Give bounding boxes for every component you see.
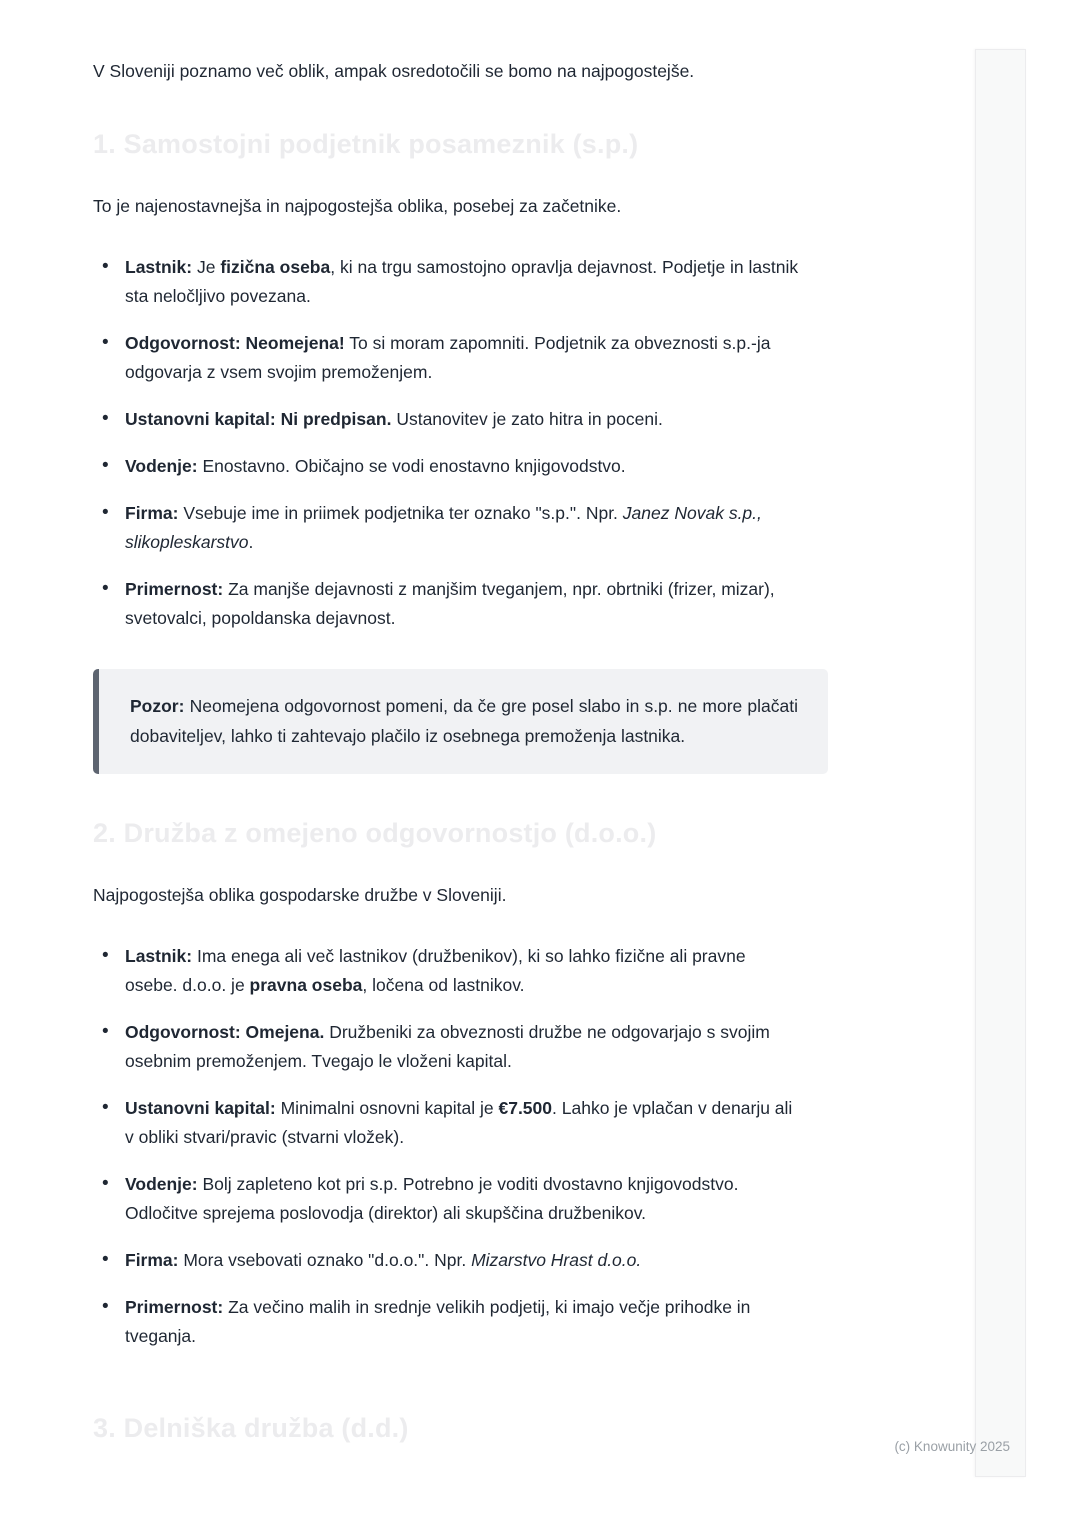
list-item-text: Ustanovni kapital: Minimalni osnovni kapital je €7.500. Lahko je vplačan v denarju ali v obliki stvari/pravic (stvarni vložek). [125,1098,793,1147]
section-2-list [93,942,799,1351]
bullet-icon: • [102,578,109,599]
list-item [93,329,799,387]
list-item-text: Primernost: Za večino malih in srednje velikih podjetij, ki imajo večje prihodke in tveganja. [125,1297,751,1346]
list-item [93,499,799,557]
list-item-text: Ustanovni kapital: Ni predpisan. Ustanovitev je zato hitra in poceni. [125,409,663,429]
section-1-lead: To je najenostavnejša in najpogostejša oblika, posebej za začetnike. [93,196,622,216]
list-item [93,575,799,633]
list-item [93,1094,799,1152]
bullet-icon: • [102,1249,109,1270]
section-2-lead: Najpogostejša oblika gospodarske družbe v Sloveniji. [93,885,507,905]
bullet-icon: • [102,408,109,429]
list-item-text: Vodenje: Bolj zapleteno kot pri s.p. Potrebno je voditi dvostavno knjigovodstvo. Odločitve sprejema poslovodja (direktor) ali skupščina družbenikov. [125,1174,739,1223]
section-dd [93,1413,828,1444]
callout-text: Pozor: Neomejena odgovornost pomeni, da če gre posel slabo in s.p. ne more plačati dobaviteljev, lahko ti zahtevajo plačilo iz osebnega premoženja lastnika. [130,696,798,746]
list-item [93,1293,799,1351]
bullet-icon: • [102,332,109,353]
list-item [93,1246,799,1275]
section-2-heading: 2. Družba z omejeno odgovornostjo (d.o.o.) [93,818,657,848]
bullet-icon: • [102,1296,109,1317]
scrollbar-track[interactable] [975,49,1026,1477]
section-doo [93,818,828,1351]
section-3-heading: 3. Delniška družba (d.d.) [93,1413,409,1443]
bullet-icon: • [102,1173,109,1194]
bullet-icon: • [102,945,109,966]
bullet-icon: • [102,502,109,523]
list-item-text: Primernost: Za manjše dejavnosti z manjšim tveganjem, npr. obrtniki (frizer, mizar), svetovalci, popoldanska dejavnost. [125,579,775,628]
copyright-footer: (c) Knowunity 2025 [894,1439,1010,1454]
list-item [93,942,799,1000]
list-item-text: Firma: Mora vsebovati oznako "d.o.o.". Npr. Mizarstvo Hrast d.o.o. [125,1250,642,1270]
list-item [93,1018,799,1076]
warning-callout [93,669,828,774]
list-item-text: Odgovornost: Omejena. Družbeniki za obveznosti družbe ne odgovarjajo s svojim osebnim premoženjem. Tvegajo le vloženi kapital. [125,1022,770,1071]
document-content [93,57,828,1444]
bullet-icon: • [102,1097,109,1118]
list-item-text: Odgovornost: Neomejena! To si moram zapomniti. Podjetnik za obveznosti s.p.-ja odgovarja z vsem svojim premoženjem. [125,333,771,382]
bullet-icon: • [102,455,109,476]
list-item-text: Vodenje: Enostavno. Običajno se vodi enostavno knjigovodstvo. [125,456,626,476]
list-item [93,253,799,311]
list-item-text: Lastnik: Je fizična oseba, ki na trgu samostojno opravlja dejavnost. Podjetje in lastnik sta neločljivo povezana. [125,257,799,306]
section-1-heading: 1. Samostojni podjetnik posameznik (s.p.) [93,129,639,159]
list-item-text: Firma: Vsebuje ime in priimek podjetnika ter oznako "s.p.". Npr. Janez Novak s.p., slikopleskarstvo. [125,503,762,552]
section-1-list [93,253,799,633]
list-item [93,1170,799,1228]
intro-paragraph: V Sloveniji poznamo več oblik, ampak osredotočili se bomo na najpogostejše. [93,61,695,81]
bullet-icon: • [102,1021,109,1042]
bullet-icon: • [102,256,109,277]
list-item-text: Lastnik: Ima enega ali več lastnikov (družbenikov), ki so lahko fizične ali pravne osebe. d.o.o. je pravna oseba, ločena od lastnikov. [125,946,746,995]
section-sp [93,129,828,774]
list-item [93,405,799,434]
list-item [93,452,799,481]
